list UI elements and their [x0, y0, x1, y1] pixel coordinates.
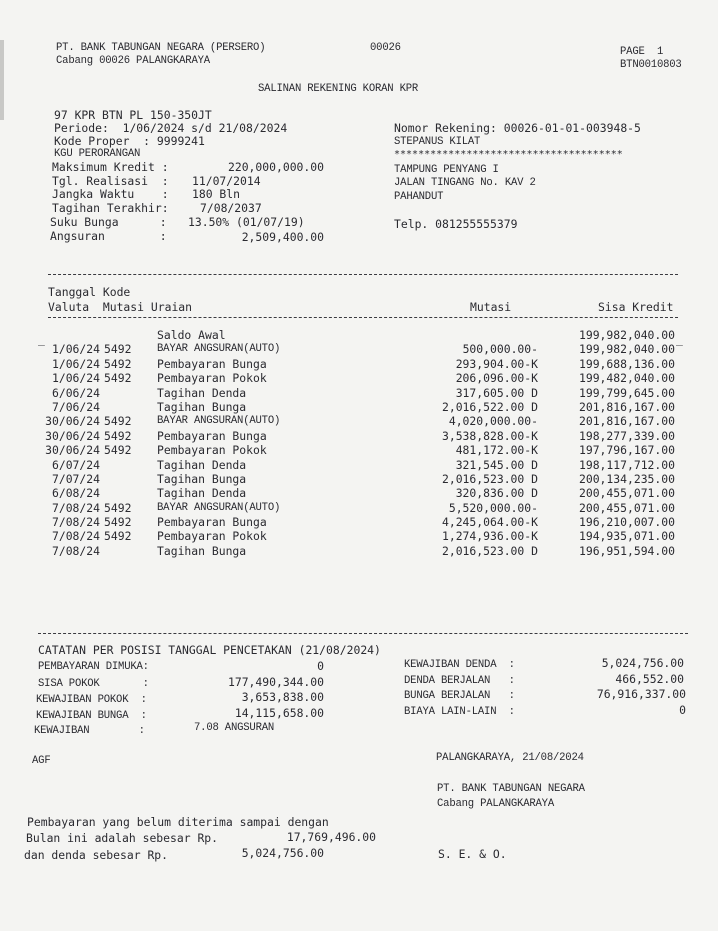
- row-mutasi: 321,545.00 D: [455, 457, 538, 472]
- bunga-berjalan-value: 76,916,337.00: [596, 687, 686, 701]
- product-name: 97 KPR BTN PL 150-350JT: [54, 108, 212, 122]
- row-date: 7/08/24: [51, 529, 100, 544]
- row-kode: 5492: [104, 500, 132, 515]
- sign-bank: PT. BANK TABUNGAN NEGARA: [437, 783, 585, 795]
- row-uraian: Pembayaran Pokok: [157, 371, 267, 386]
- note-line-1: Pembayaran yang belum diterima sampai dengan: [27, 815, 329, 829]
- table-row: [38, 342, 688, 356]
- paper-edge: [0, 40, 4, 120]
- tagihan-terakhir-value: 7/08/2037: [200, 201, 262, 215]
- jangka-waktu-label: Jangka Waktu :: [52, 187, 169, 201]
- dimuka-value: 0: [317, 659, 324, 673]
- row-sisa: 199,799,645.00: [578, 385, 675, 400]
- kgu: KGU PERORANGAN: [54, 148, 141, 160]
- angsuran-label: Angsuran :: [50, 229, 167, 243]
- margin-dash: _: [676, 332, 683, 346]
- biaya-lain-value: 0: [679, 703, 686, 717]
- row-uraian: Pembayaran Bunga: [157, 428, 267, 443]
- row-uraian: Tagihan Bunga: [157, 543, 247, 558]
- row-sisa: 201,816,167.00: [578, 414, 675, 429]
- divider: [48, 274, 678, 275]
- norek-label: Nomor Rekening:: [394, 121, 497, 135]
- row-date: 6/07/24: [51, 457, 100, 472]
- note-line-3-value: 5,024,756.00: [241, 846, 324, 860]
- row-kode: 5492: [104, 371, 132, 386]
- kew-bunga-value: 14,115,658.00: [234, 706, 324, 720]
- row-uraian: Tagihan Bunga: [157, 399, 247, 414]
- suku-bunga-value: 13.50% (01/07/19): [188, 215, 305, 229]
- kewajiban-label: KEWAJIBAN :: [34, 725, 145, 737]
- table-row: [38, 429, 688, 443]
- row-uraian: Pembayaran Pokok: [157, 443, 267, 458]
- row-uraian: BAYAR ANGSURAN(AUTO): [157, 501, 281, 514]
- table-row: [38, 443, 688, 457]
- dimuka-label: PEMBAYARAN DIMUKA:: [38, 661, 149, 673]
- row-date: 7/06/24: [51, 399, 100, 414]
- angsuran-value: 2,509,400.00: [241, 230, 324, 244]
- row-mutasi: 500,000.00-: [462, 342, 538, 357]
- sisa-pokok-value: 177,490,344.00: [227, 675, 324, 689]
- table-row: [38, 414, 688, 428]
- divider: [48, 317, 678, 318]
- customer-name: STEPANUS KILAT: [394, 136, 481, 148]
- row-uraian: Pembayaran Bunga: [157, 356, 267, 371]
- row-sisa: 198,277,339.00: [578, 428, 675, 443]
- maks-kredit-label: Maksimum Kredit :: [52, 160, 169, 174]
- table-head-line-1: Tanggal Kode: [48, 285, 131, 299]
- row-uraian: BAYAR ANGSURAN(AUTO): [157, 415, 281, 428]
- jangka-waktu-value: 180 Bln: [192, 187, 241, 201]
- row-mutasi: 4,245,064.00-K: [441, 515, 538, 530]
- row-uraian: Saldo Awal: [157, 328, 226, 342]
- note-line-2-label: Bulan ini adalah sebesar Rp.: [26, 831, 219, 845]
- row-uraian: Pembayaran Pokok: [157, 529, 267, 544]
- margin-dash: _: [38, 332, 45, 346]
- row-date: 6/08/24: [51, 486, 100, 501]
- row-uraian: Tagihan Denda: [157, 385, 247, 400]
- row-date: 7/07/24: [51, 471, 100, 486]
- table-head-sisa: Sisa Kredit: [598, 300, 674, 314]
- tgl-realisasi-value: 11/07/2014: [192, 174, 261, 188]
- row-date: 30/06/24: [45, 414, 100, 429]
- sign-branch: Cabang PALANGKARAYA: [437, 798, 554, 810]
- bank-name: PT. BANK TABUNGAN NEGARA (PERSERO): [56, 42, 266, 54]
- row-sisa: 199,982,040.00: [578, 328, 675, 342]
- row-uraian: Tagihan Denda: [157, 457, 247, 472]
- row-kode: 5492: [104, 529, 132, 544]
- kew-denda-value: 5,024,756.00: [601, 656, 684, 670]
- row-mutasi: 293,904.00-K: [455, 356, 538, 371]
- row-date: 1/06/24: [51, 356, 100, 371]
- table-row: [38, 472, 688, 486]
- address-line-2: JALAN TINGANG No. KAV 2: [394, 177, 536, 189]
- row-mutasi: 4,020,000.00-: [448, 414, 538, 429]
- row-uraian: Tagihan Bunga: [157, 471, 247, 486]
- transactions-table: [38, 328, 688, 558]
- bunga-berjalan-label: BUNGA BERJALAN :: [404, 690, 515, 702]
- summary-title: CATATAN PER POSISI TANGGAL PENCETAKAN (21/08/2024): [38, 643, 381, 657]
- branch-code: 00026: [370, 42, 401, 54]
- row-sisa: 198,117,712.00: [578, 457, 675, 472]
- row-date: 6/06/24: [51, 385, 100, 400]
- table-row: [38, 501, 688, 515]
- table-head-mutasi: Mutasi: [470, 300, 512, 314]
- agf-code: AGF: [32, 755, 51, 767]
- row-mutasi: 2,016,523.00 D: [441, 471, 538, 486]
- row-kode: 5492: [104, 515, 132, 530]
- table-row: [38, 357, 688, 371]
- maks-kredit-value: 220,000,000.00: [227, 160, 324, 174]
- row-sisa: 196,210,007.00: [578, 515, 675, 530]
- row-sisa: 200,134,235.00: [578, 471, 675, 486]
- telephone: Telp. 081255555379: [394, 217, 518, 231]
- table-row: [38, 544, 688, 558]
- row-mutasi: 5,520,000.00-: [448, 500, 538, 515]
- tgl-realisasi-label: Tgl. Realisasi :: [52, 174, 169, 188]
- branch-name: Cabang 00026 PALANGKARAYA: [56, 55, 210, 67]
- row-kode: 5492: [104, 443, 132, 458]
- note-line-2-value: 17,769,496.00: [286, 830, 376, 844]
- row-date: 30/06/24: [45, 443, 100, 458]
- tagihan-terakhir-label: Tagihan Terakhir:: [52, 201, 169, 215]
- address-line-3: PAHANDUT: [394, 191, 444, 203]
- kode-proper-value: 9999241: [156, 134, 205, 148]
- table-row: [38, 458, 688, 472]
- kew-pokok-label: KEWAJIBAN POKOK :: [36, 694, 147, 706]
- row-kode: 5492: [104, 342, 132, 357]
- table-row: [38, 529, 688, 543]
- row-sisa: 199,982,040.00: [578, 342, 675, 357]
- sisa-pokok-label: SISA POKOK :: [38, 678, 149, 690]
- row-date: 7/08/24: [51, 543, 100, 558]
- periode-value: 1/06/2024 s/d 21/08/2024: [122, 121, 288, 135]
- row-mutasi: 2,016,523.00 D: [441, 543, 538, 558]
- row-kode: 5492: [104, 414, 132, 429]
- periode-label: Periode:: [54, 121, 109, 135]
- table-row: [38, 515, 688, 529]
- doc-code: BTN0010803: [620, 59, 682, 71]
- table-head-line-2: Valuta Mutasi Uraian: [48, 300, 193, 314]
- row-sisa: 200,455,071.00: [578, 486, 675, 501]
- kode-proper-label: Kode Proper :: [54, 134, 151, 148]
- note-line-3-label: dan denda sebesar Rp.: [24, 848, 169, 862]
- biaya-lain-label: BIAYA LAIN-LAIN :: [404, 706, 515, 718]
- page-number: PAGE 1: [620, 46, 664, 58]
- row-date: 1/06/24: [51, 342, 100, 357]
- row-uraian: BAYAR ANGSURAN(AUTO): [157, 343, 281, 356]
- nomor-rekening: [394, 121, 641, 135]
- kewajiban-value: 7.08 ANGSURAN: [194, 722, 275, 734]
- row-sisa: 200,455,071.00: [578, 500, 675, 515]
- suku-bunga-label: Suku Bunga :: [50, 215, 167, 229]
- kode-proper: [54, 134, 205, 148]
- row-sisa: 199,688,136.00: [578, 356, 675, 371]
- row-date: 30/06/24: [45, 428, 100, 443]
- table-row: [38, 371, 688, 385]
- signatory: S. E. & O.: [438, 847, 507, 861]
- periode: [54, 121, 287, 135]
- row-sisa: 197,796,167.00: [578, 443, 675, 458]
- row-mutasi: 3,538,828.00-K: [441, 428, 538, 443]
- row-sisa: 196,951,594.00: [578, 543, 675, 558]
- row-sisa: 201,816,167.00: [578, 399, 675, 414]
- row-sisa: 194,935,071.00: [578, 529, 675, 544]
- row-date: 7/08/24: [51, 515, 100, 530]
- star-separator: **************************************: [394, 149, 623, 160]
- page-title: SALINAN REKENING KORAN KPR: [258, 83, 419, 95]
- kew-bunga-label: KEWAJIBAN BUNGA :: [36, 710, 147, 722]
- table-row: [38, 400, 688, 414]
- norek-value: 00026-01-01-003948-5: [503, 121, 641, 135]
- row-mutasi: 2,016,522.00 D: [441, 399, 538, 414]
- row-mutasi: 206,096.00-K: [455, 371, 538, 386]
- kew-pokok-value: 3,653,838.00: [241, 690, 324, 704]
- denda-berjalan-value: 466,552.00: [615, 672, 684, 686]
- row-uraian: Pembayaran Bunga: [157, 515, 267, 530]
- row-kode: 5492: [104, 356, 132, 371]
- row-kode: 5492: [104, 428, 132, 443]
- table-row: [38, 328, 688, 342]
- row-sisa: 199,482,040.00: [578, 371, 675, 386]
- denda-berjalan-label: DENDA BERJALAN :: [404, 675, 515, 687]
- row-date: 1/06/24: [51, 371, 100, 386]
- address-line-1: TAMPUNG PENYANG I: [394, 164, 499, 176]
- row-mutasi: 317,605.00 D: [455, 385, 538, 400]
- table-row: [38, 486, 688, 500]
- kew-denda-label: KEWAJIBAN DENDA :: [404, 659, 515, 671]
- row-date: 7/08/24: [51, 500, 100, 515]
- row-mutasi: 320,836.00 D: [455, 486, 538, 501]
- row-mutasi: 481,172.00-K: [455, 443, 538, 458]
- table-row: [38, 386, 688, 400]
- divider: [38, 633, 688, 634]
- place-date: PALANGKARAYA, 21/08/2024: [436, 752, 584, 764]
- row-uraian: Tagihan Denda: [157, 486, 247, 501]
- row-mutasi: 1,274,936.00-K: [441, 529, 538, 544]
